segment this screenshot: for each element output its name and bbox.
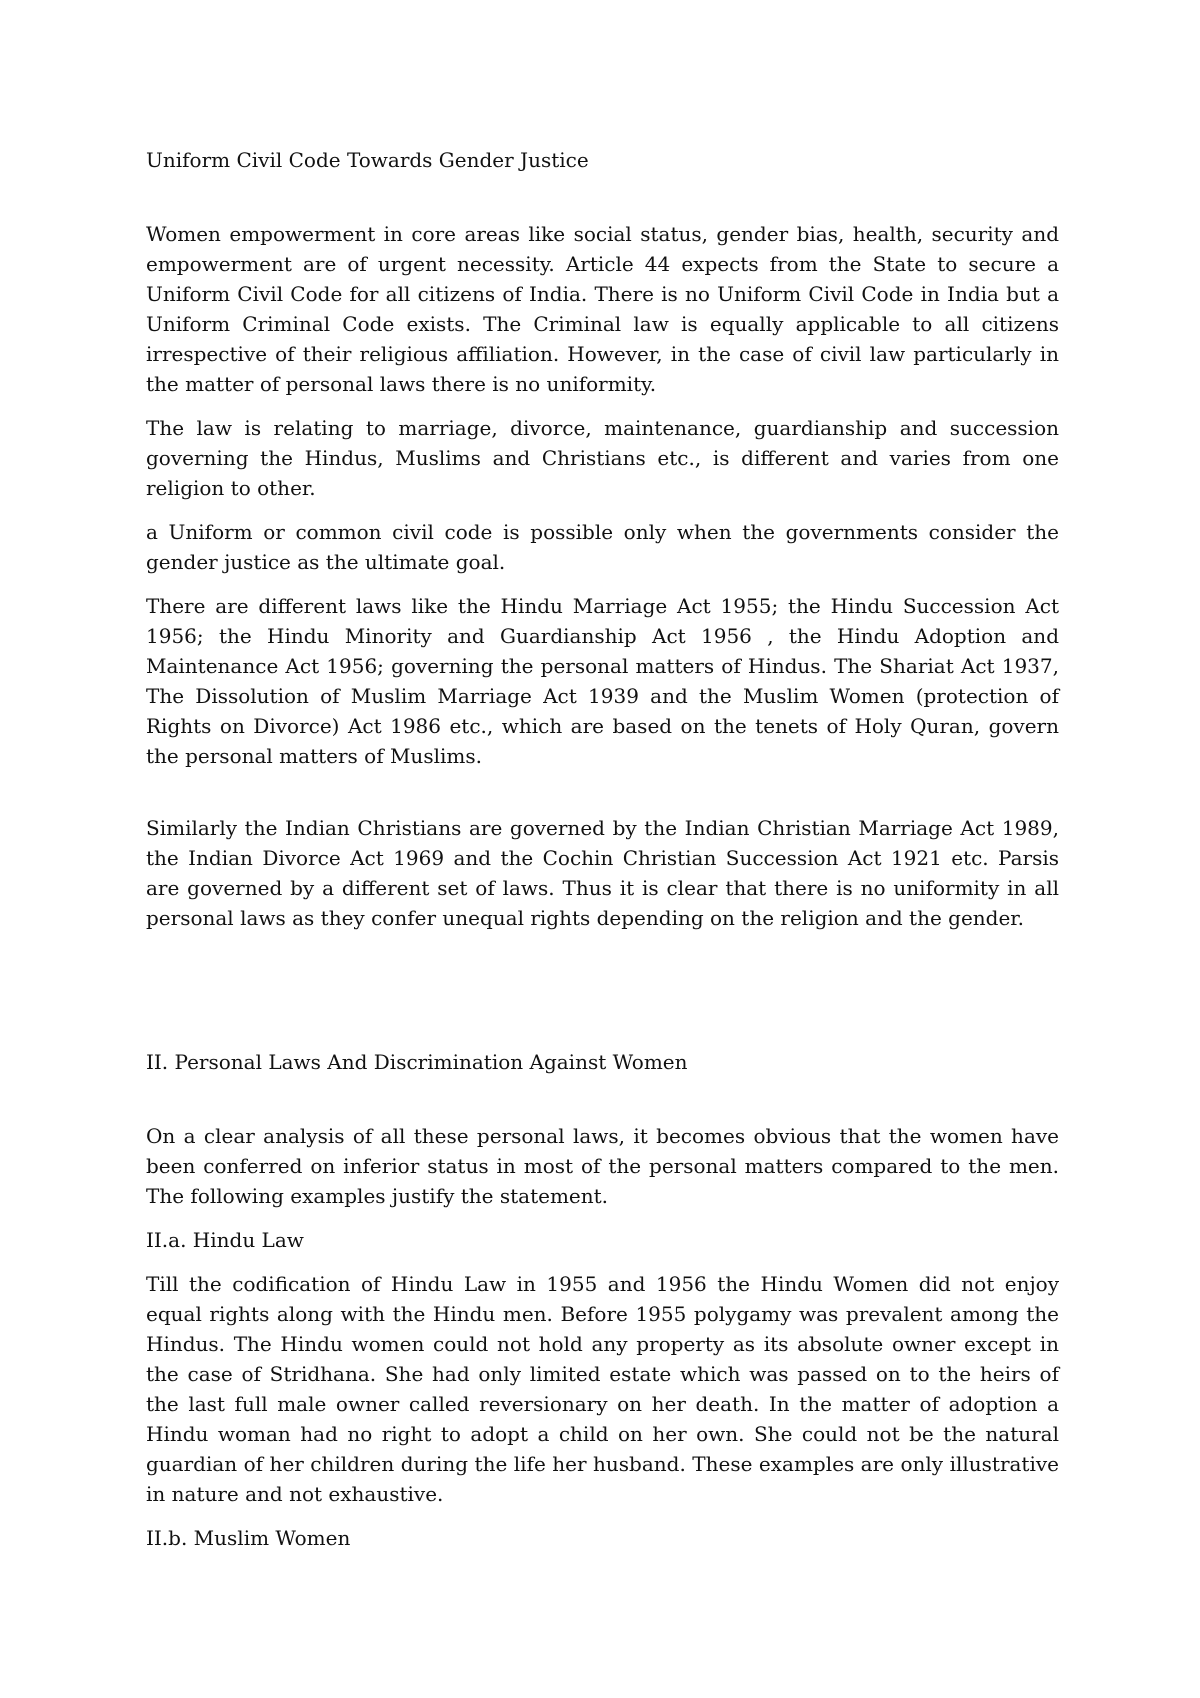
paragraph-indian-christians: Similarly the Indian Christians are governed by the Indian Christian Marriage Act 1989, the Indian Divorce Act 1969 and the Cochin Christian Succession Act 1921 etc. Parsis are governed by a different set of laws. Thus it is clear that there is no uniformity in all personal laws as they confer unequal rights depending on the religion and the gender. [146,816,1059,930]
paragraph-women-empowerment: Women empowerment in core areas like social status, gender bias, health, security and empowerment are of urgent necessity. Article 44 expects from the State to secure a Uniform Civil Code for all citizens of India. There is no Uniform Civil Code in India but a Uniform Criminal Code exists. The Criminal law is equally applicable to all citizens irrespective of their religious affiliation. However, in the case of civil law particularly in the matter of personal laws there is no uniformity. [146,222,1059,396]
subsection-a-heading: II.a. Hindu Law [146,1228,304,1252]
paragraph-different-laws: There are different laws like the Hindu Marriage Act 1955; the Hindu Succession Act 1956; the Hindu Minority and Guardianship Act 1956 , the Hindu Adoption and Maintenance Act 1956; governing the personal matters of Hindus. The Shariat Act 1937, The Dissolution of Muslim Marriage Act 1939 and the Muslim Women (protection of Rights on Divorce) Act 1986 etc., which are based on the tenets of Holy Quran, govern the personal matters of Muslims. [146,594,1059,768]
paragraph-uniform-code-possible: a Uniform or common civil code is possible only when the governments consider the gender justice as the ultimate goal. [146,520,1059,574]
document-body [146,145,1059,1553]
section-2-heading: II. Personal Laws And Discrimination Against Women [146,1050,688,1074]
section-2-intro: On a clear analysis of all these personal laws, it becomes obvious that the women have been conferred on inferior status in most of the personal matters compared to the men. The following examples justify the statement. [146,1124,1059,1208]
subsection-a-text: Till the codification of Hindu Law in 1955 and 1956 the Hindu Women did not enjoy equal rights along with the Hindu men. Before 1955 polygamy was prevalent among the Hindus. The Hindu women could not hold any property as its absolute owner except in the case of Stridhana. She had only limited estate which was passed on to the heirs of the last full male owner called reversionary on her death. In the matter of adoption a Hindu woman had no right to adopt a child on her own. She could not be the natural guardian of her children during the life her husband. These examples are only illustrative in nature and not exhaustive. [146,1272,1059,1506]
subsection-b-heading: II.b. Muslim Women [146,1526,351,1550]
paragraph-law-relating: The law is relating to marriage, divorce, maintenance, guardianship and succession governing the Hindus, Muslims and Christians etc., is different and varies from one religion to other. [146,416,1059,500]
document-title: Uniform Civil Code Towards Gender Justice [146,148,589,172]
